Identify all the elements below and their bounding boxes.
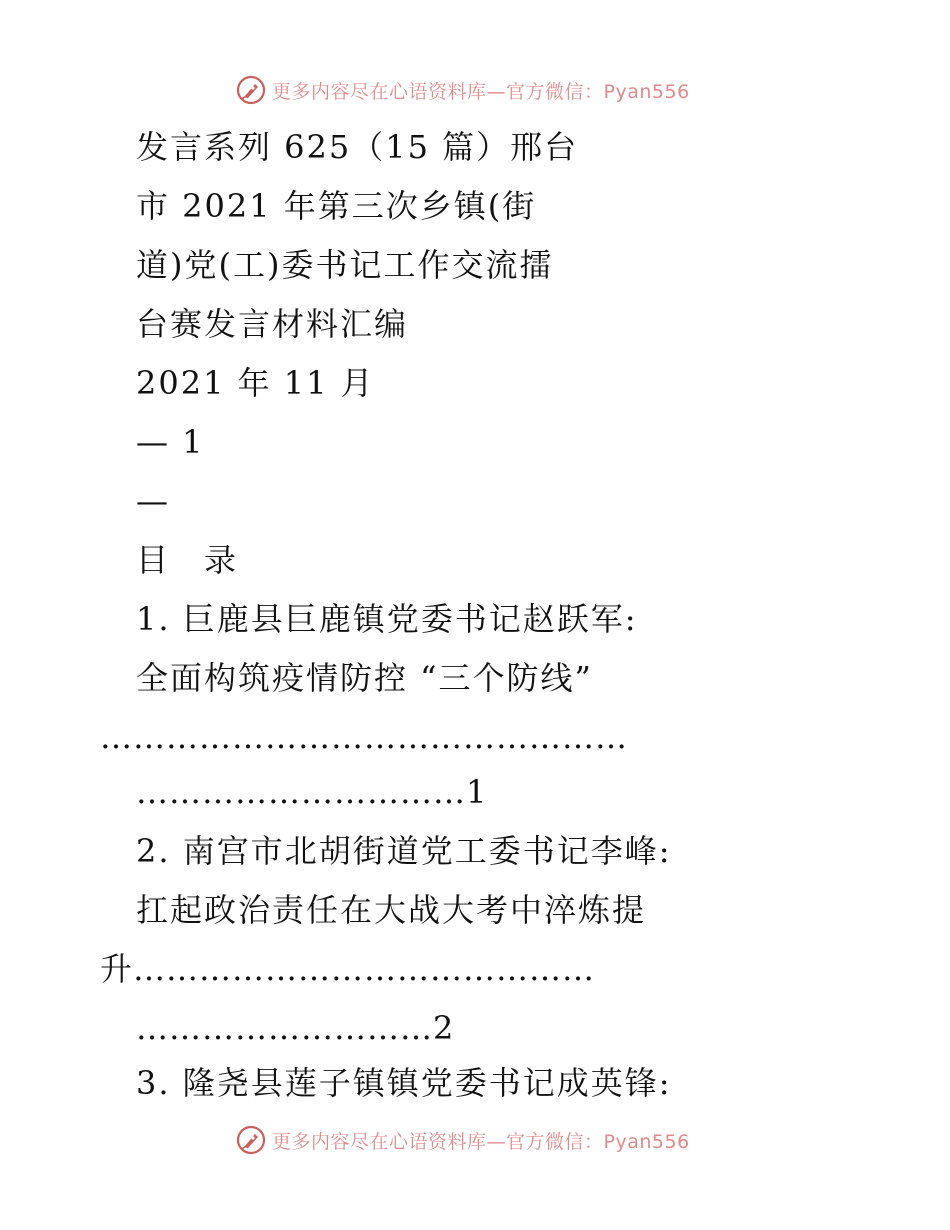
page-marker-top: — 1 xyxy=(136,423,205,461)
watermark-text: 更多内容尽在心语资料库—官方微信：Pyan556 xyxy=(272,1130,690,1153)
toc-entry-1-page: …………………………1 xyxy=(136,773,488,811)
page-marker-bottom: — xyxy=(136,482,170,520)
toc-entry-2: 2. 南宫市北胡街道党工委书记李峰: xyxy=(136,832,672,870)
title-line-2: 市 2021 年第三次乡镇(街 xyxy=(136,187,537,225)
toc-entry-1: 1. 巨鹿县巨鹿镇党委书记赵跃军: xyxy=(136,600,638,638)
title-line-3: 道)党(工)委书记工作交流擂 xyxy=(136,246,554,284)
toc-entry-2-subtitle: 扛起政治责任在大战大考中淬炼提 xyxy=(136,891,647,929)
watermark-header xyxy=(236,74,690,106)
toc-entry-3: 3. 隆尧县莲子镇镇党委书记成英锋: xyxy=(136,1064,672,1102)
document-date: 2021 年 11 月 xyxy=(136,364,375,402)
pen-nib-logo-icon xyxy=(236,75,266,105)
pen-nib-logo-icon xyxy=(236,1125,266,1155)
title-line-1: 发言系列 625（15 篇）邢台 xyxy=(136,128,579,166)
toc-entry-1-subtitle: 全面构筑疫情防控 “三个防线” xyxy=(136,659,593,697)
toc-entry-2-leader: 升…………………………………… xyxy=(100,950,596,988)
toc-heading: 目 录 xyxy=(136,541,239,579)
toc-entry-2-page: ………………………2 xyxy=(136,1009,455,1047)
toc-entry-1-leader: ………………………………………… xyxy=(100,718,628,756)
title-line-4: 台赛发言材料汇编 xyxy=(136,305,409,343)
watermark-text: 更多内容尽在心语资料库—官方微信：Pyan556 xyxy=(272,80,690,103)
watermark-footer xyxy=(236,1124,690,1156)
